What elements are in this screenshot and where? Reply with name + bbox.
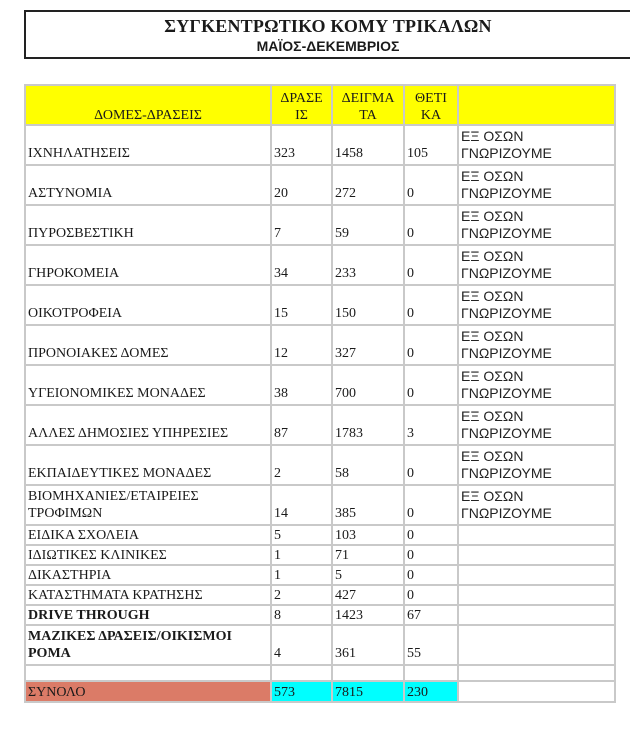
note-line1: ΕΞ ΟΣΩΝ	[461, 408, 524, 424]
empty-cell	[458, 665, 615, 681]
cell-structure: ΔΙΚΑΣΤΗΡΙΑ	[25, 565, 271, 585]
cell-note	[458, 585, 615, 605]
table-row	[25, 605, 615, 625]
cell-positives: 105	[404, 125, 458, 165]
total-note	[458, 681, 615, 702]
table-row	[25, 405, 615, 445]
cell-actions: 8	[271, 605, 332, 625]
cell-samples: 150	[332, 285, 404, 325]
cell-positives: 0	[404, 245, 458, 285]
cell-structure: ΠΥΡΟΣΒΕΣΤΙΚΗ	[25, 205, 271, 245]
cell-structure: ΜΑΖΙΚΕΣ ΔΡΑΣΕΙΣ/ΟΙΚΙΣΜΟΙ ΡΟΜΑ	[25, 625, 271, 665]
note-line1: ΕΞ ΟΣΩΝ	[461, 208, 524, 224]
column-header-samples	[332, 85, 404, 125]
note-line1: ΕΞ ΟΣΩΝ	[461, 368, 524, 384]
cell-actions: 323	[271, 125, 332, 165]
column-header-actions-line2: ΙΣ	[295, 108, 308, 123]
document-subtitle: ΜΑΪΟΣ-ΔΕΚΕΜΒΡΙΟΣ	[256, 38, 400, 54]
cell-structure: ΙΧΝΗΛΑΤΗΣΕΙΣ	[25, 125, 271, 165]
summary-table	[24, 84, 616, 703]
cell-structure: ΚΑΤΑΣΤΗΜΑΤΑ ΚΡΑΤΗΣΗΣ	[25, 585, 271, 605]
empty-cell	[25, 665, 271, 681]
cell-samples: 700	[332, 365, 404, 405]
note-line2: ΓΝΩΡΙΖΟΥΜΕ	[461, 465, 552, 481]
column-header-samples-line2: ΤΑ	[359, 108, 377, 123]
total-positives: 230	[404, 681, 458, 702]
table-row	[25, 585, 615, 605]
cell-actions: 14	[271, 485, 332, 525]
column-header-positives-line1: ΘΕΤΙ	[415, 91, 447, 106]
cell-note	[458, 565, 615, 585]
cell-samples: 385	[332, 485, 404, 525]
cell-note	[458, 365, 615, 405]
table-header-row	[25, 85, 615, 125]
column-header-notes	[458, 85, 615, 125]
cell-structure: ΕΚΠΑΙΔΕΥΤΙΚΕΣ ΜΟΝΑΔΕΣ	[25, 445, 271, 485]
cell-samples: 1458	[332, 125, 404, 165]
note-line2: ΓΝΩΡΙΖΟΥΜΕ	[461, 225, 552, 241]
cell-samples: 59	[332, 205, 404, 245]
cell-actions: 15	[271, 285, 332, 325]
cell-actions: 34	[271, 245, 332, 285]
cell-positives: 0	[404, 205, 458, 245]
table-row	[25, 525, 615, 545]
table-row	[25, 365, 615, 405]
table-row	[25, 165, 615, 205]
cell-structure: ΕΙΔΙΚΑ ΣΧΟΛΕΙΑ	[25, 525, 271, 545]
total-label: ΣΥΝΟΛΟ	[25, 681, 271, 702]
note-line2: ΓΝΩΡΙΖΟΥΜΕ	[461, 345, 552, 361]
column-header-positives	[404, 85, 458, 125]
cell-samples: 427	[332, 585, 404, 605]
note-line2: ΓΝΩΡΙΖΟΥΜΕ	[461, 265, 552, 281]
total-actions: 573	[271, 681, 332, 702]
note-line1: ΕΞ ΟΣΩΝ	[461, 288, 524, 304]
cell-positives: 0	[404, 485, 458, 525]
note-line1: ΕΞ ΟΣΩΝ	[461, 488, 524, 504]
table-row	[25, 285, 615, 325]
empty-cell	[271, 665, 332, 681]
cell-positives: 0	[404, 325, 458, 365]
note-line2: ΓΝΩΡΙΖΟΥΜΕ	[461, 425, 552, 441]
empty-cell	[332, 665, 404, 681]
column-header-structures: ΔΟΜΕΣ-ΔΡΑΣΕΙΣ	[25, 85, 271, 125]
title-box	[24, 10, 630, 59]
cell-note	[458, 285, 615, 325]
cell-actions: 38	[271, 365, 332, 405]
cell-note	[458, 245, 615, 285]
cell-actions: 87	[271, 405, 332, 445]
cell-note	[458, 545, 615, 565]
cell-positives: 0	[404, 525, 458, 545]
column-header-actions	[271, 85, 332, 125]
table-row	[25, 125, 615, 165]
cell-positives: 0	[404, 165, 458, 205]
cell-samples: 272	[332, 165, 404, 205]
column-header-samples-line1: ΔΕΙΓΜΑ	[341, 91, 395, 106]
cell-note	[458, 445, 615, 485]
cell-structure: ΒΙΟΜΗΧΑΝΙΕΣ/ΕΤΑΙΡΕΙΕΣ ΤΡΟΦΙΜΩΝ	[25, 485, 271, 525]
table-row	[25, 545, 615, 565]
note-line2: ΓΝΩΡΙΖΟΥΜΕ	[461, 145, 552, 161]
cell-positives: 55	[404, 625, 458, 665]
cell-samples: 71	[332, 545, 404, 565]
note-line2: ΓΝΩΡΙΖΟΥΜΕ	[461, 505, 552, 521]
cell-structure: DRIVE THROUGH	[25, 605, 271, 625]
cell-samples: 1423	[332, 605, 404, 625]
document-title: ΣΥΓΚΕΝΤΡΩΤΙΚΟ ΚΟΜΥ ΤΡΙΚΑΛΩΝ	[164, 16, 492, 36]
cell-actions: 20	[271, 165, 332, 205]
cell-samples: 58	[332, 445, 404, 485]
cell-structure: ΑΛΛΕΣ ΔΗΜΟΣΙΕΣ ΥΠΗΡΕΣΙΕΣ	[25, 405, 271, 445]
cell-actions: 4	[271, 625, 332, 665]
table-row	[25, 205, 615, 245]
note-line1: ΕΞ ΟΣΩΝ	[461, 328, 524, 344]
cell-samples: 1783	[332, 405, 404, 445]
cell-samples: 5	[332, 565, 404, 585]
cell-structure: ΓΗΡΟΚΟΜΕΙΑ	[25, 245, 271, 285]
column-header-positives-line2: ΚΑ	[420, 108, 442, 123]
note-line1: ΕΞ ΟΣΩΝ	[461, 448, 524, 464]
table-row	[25, 485, 615, 525]
cell-actions: 5	[271, 525, 332, 545]
cell-note	[458, 405, 615, 445]
table-row	[25, 625, 615, 665]
cell-structure: ΠΡΟΝΟΙΑΚΕΣ ΔΟΜΕΣ	[25, 325, 271, 365]
table-row	[25, 325, 615, 365]
cell-samples: 103	[332, 525, 404, 545]
table-row	[25, 445, 615, 485]
total-samples: 7815	[332, 681, 404, 702]
cell-structure: ΟΙΚΟΤΡΟΦΕΙΑ	[25, 285, 271, 325]
cell-note	[458, 625, 615, 665]
cell-structure: ΑΣΤΥΝΟΜΙΑ	[25, 165, 271, 205]
note-line1: ΕΞ ΟΣΩΝ	[461, 168, 524, 184]
cell-note	[458, 205, 615, 245]
cell-structure: ΥΓΕΙΟΝΟΜΙΚΕΣ ΜΟΝΑΔΕΣ	[25, 365, 271, 405]
cell-actions: 12	[271, 325, 332, 365]
cell-samples: 327	[332, 325, 404, 365]
total-row	[25, 681, 615, 702]
empty-row	[25, 665, 615, 681]
cell-samples: 233	[332, 245, 404, 285]
cell-actions: 1	[271, 545, 332, 565]
table-row	[25, 565, 615, 585]
note-line2: ΓΝΩΡΙΖΟΥΜΕ	[461, 185, 552, 201]
cell-note	[458, 605, 615, 625]
cell-note	[458, 485, 615, 525]
empty-cell	[404, 665, 458, 681]
cell-positives: 0	[404, 565, 458, 585]
cell-positives: 0	[404, 445, 458, 485]
cell-note	[458, 325, 615, 365]
cell-note	[458, 525, 615, 545]
cell-note	[458, 125, 615, 165]
cell-actions: 2	[271, 445, 332, 485]
cell-actions: 7	[271, 205, 332, 245]
note-line2: ΓΝΩΡΙΖΟΥΜΕ	[461, 385, 552, 401]
cell-structure: ΙΔΙΩΤΙΚΕΣ ΚΛΙΝΙΚΕΣ	[25, 545, 271, 565]
cell-note	[458, 165, 615, 205]
cell-samples: 361	[332, 625, 404, 665]
note-line1: ΕΞ ΟΣΩΝ	[461, 128, 524, 144]
note-line2: ΓΝΩΡΙΖΟΥΜΕ	[461, 305, 552, 321]
table-row	[25, 245, 615, 285]
cell-positives: 0	[404, 545, 458, 565]
column-header-actions-line1: ΔΡΑΣΕ	[280, 91, 323, 106]
cell-positives: 0	[404, 585, 458, 605]
cell-positives: 0	[404, 365, 458, 405]
cell-positives: 3	[404, 405, 458, 445]
note-line1: ΕΞ ΟΣΩΝ	[461, 248, 524, 264]
cell-actions: 2	[271, 585, 332, 605]
cell-positives: 67	[404, 605, 458, 625]
cell-positives: 0	[404, 285, 458, 325]
cell-actions: 1	[271, 565, 332, 585]
